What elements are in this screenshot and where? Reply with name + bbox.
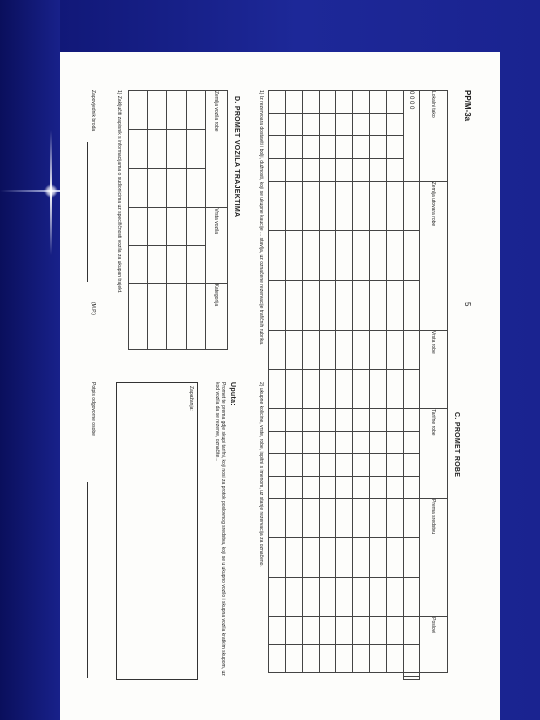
- c-header-3: Vrsta robe: [420, 330, 448, 408]
- section-c-title: C. PROMET ROBE: [453, 412, 460, 478]
- rotated-form: [80, 82, 480, 690]
- scanned-form-page: [60, 52, 500, 720]
- zapazanja-box[interactable]: [116, 382, 198, 680]
- mp-label: (M.P.): [90, 302, 96, 315]
- d-header-1: Zemlja vozila robe: [206, 91, 228, 208]
- c-header-1: Lokalni tako: [420, 91, 448, 182]
- section-c-table: [268, 90, 448, 680]
- sign-left-label: Zapovjednik broda: [90, 90, 96, 132]
- section-d-title: D. PROMET VOZILA TRAJEKTIMA: [233, 96, 240, 218]
- section-d-table: [128, 90, 228, 350]
- zapazanja-label: Zapažanja:: [188, 386, 194, 411]
- d-header-2: Vrsta vozila: [206, 208, 228, 283]
- left-stripe: [0, 0, 60, 720]
- note-right: 2) ukupne kolicine, vrste, robe, ispitni s imenom, uz stanje rezervacija za označeno.: [258, 382, 264, 567]
- footnote-d: 1) Zaključiti zapisnik s informacijama o sudionicima uz specifičnosti vozila za ukupan trajekt.: [116, 90, 122, 294]
- sign-right-line: [87, 482, 88, 678]
- sign-left-line: [87, 142, 88, 282]
- c-header-5: Prema sredstvu: [420, 499, 448, 617]
- form-code: PP/M-3a: [463, 90, 472, 122]
- d-header-3: Kategorija: [206, 283, 228, 349]
- c-zero-row: 0 0 0 0: [404, 91, 420, 182]
- uputa-text: Promet te prema gdje skupi tarifni, koji nosi za protok poslovnog sredstva, koji se u ukupno vozilo i skupna vozila kratkim skupom, uz kod vozila da se rezerve, označite...: [214, 382, 226, 676]
- decorative-star-icon: [44, 184, 58, 198]
- footnote-c: 1) Iz rezervoara dostaviti i bolji, dužnosti, koji se ukupne kaucije ... stavlja, uz označene rezervacije trafičnih rubrika.: [258, 90, 264, 346]
- c-header-2: Zemlja utovara robe: [420, 181, 448, 330]
- uputa-title: Uputa:: [229, 382, 236, 406]
- page-number: 5: [463, 302, 472, 307]
- sign-right-label: Potpis odgovorne osobe: [90, 382, 96, 436]
- c-header-4: Tarifne robe: [420, 409, 448, 499]
- c-header-6: Poslovi: [420, 617, 448, 673]
